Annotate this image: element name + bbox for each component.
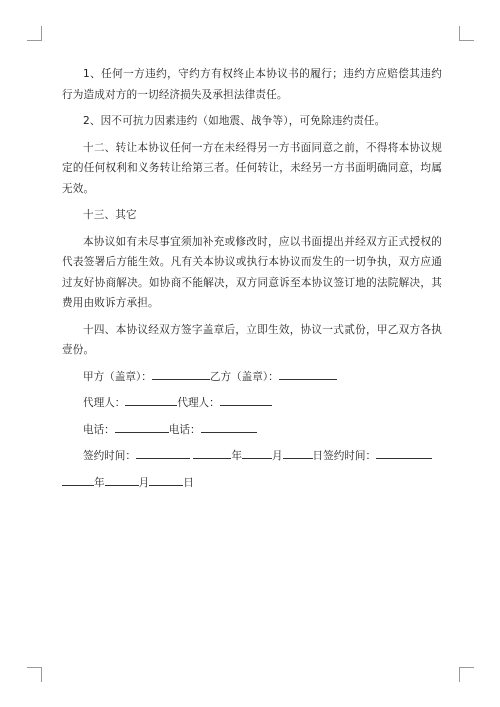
agent-a-blank[interactable] [125,393,177,406]
sign-time-a-blank[interactable] [136,446,190,459]
date-line-b [62,473,442,494]
month-b-label: 月 [138,476,150,489]
day-b-blank[interactable] [149,473,183,486]
month-a-label: 月 [271,450,283,462]
sign-time-b-label: 签约时间： [323,450,377,462]
party-a-label: 甲方（盖章）： [83,370,152,383]
clause-1: 1、任何一方违约，守约方有权终止本协议书的履行；违约方应赔偿其违约行为造成对方的一切经济损失及承担法律责任。 [62,68,442,101]
party-b-label: 乙方（盖章）： [209,370,279,383]
phone-b-blank[interactable] [201,420,257,433]
year-a-label: 年 [231,450,242,462]
sign-time-line [62,446,442,467]
phone-b-label: 电话： [168,423,201,436]
party-line [62,367,442,388]
year-b-blank[interactable] [62,473,94,486]
clause-13-title: 十三、其它 [83,209,137,221]
agent-a-label: 代理人： [83,397,126,409]
clause-13-body: 本协议如有未尽事宜须加补充或修改时，应以书面提出并经双方正式授权的代表签署后方能生效。凡有关本协议或执行本协议而发生的一切争执，双方应通过友好协商解决。如协商不能解决，双方同意诉至本协议签订地的法院解决，其费用由败诉方承担。 [62,235,442,309]
clause-14: 十四、本协议经双方签字盖章后，立即生效，协议一式贰份，甲乙双方各执壹份。 [62,323,442,356]
agent-b-blank[interactable] [220,393,272,406]
phone-a-blank[interactable] [115,420,169,433]
month-a-blank[interactable] [242,446,272,459]
month-b-blank[interactable] [105,473,139,486]
crop-mark-bottom-right [459,667,474,682]
day-a-label: 日 [312,450,324,462]
crop-mark-top-right [459,26,474,41]
year-a-blank[interactable] [193,446,231,459]
crop-mark-top-left [27,26,42,41]
crop-mark-bottom-left [27,667,42,682]
agent-b-label: 代理人： [177,397,220,409]
year-b-label: 年 [94,476,105,489]
agent-line [62,393,442,414]
sign-time-b-blank[interactable] [376,446,432,459]
day-b-label: 日 [183,476,194,489]
party-a-blank[interactable] [152,367,210,380]
clause-12: 十二、转让本协议任何一方在未经得另一方书面同意之前，不得将本协议规定的任何权利和义务转让给第三者。任何转让，未经另一方书面明确同意，均属无效。 [62,141,442,195]
clause-2: 2、因不可抗力因素违约（如地震、战争等），可免除违约责任。 [83,115,386,127]
document-body [62,64,442,499]
phone-line [62,420,442,441]
sign-time-a-label: 签约时间： [83,450,136,462]
phone-a-label: 电话： [83,423,115,436]
party-b-blank[interactable] [279,367,337,380]
day-a-blank[interactable] [283,446,313,459]
